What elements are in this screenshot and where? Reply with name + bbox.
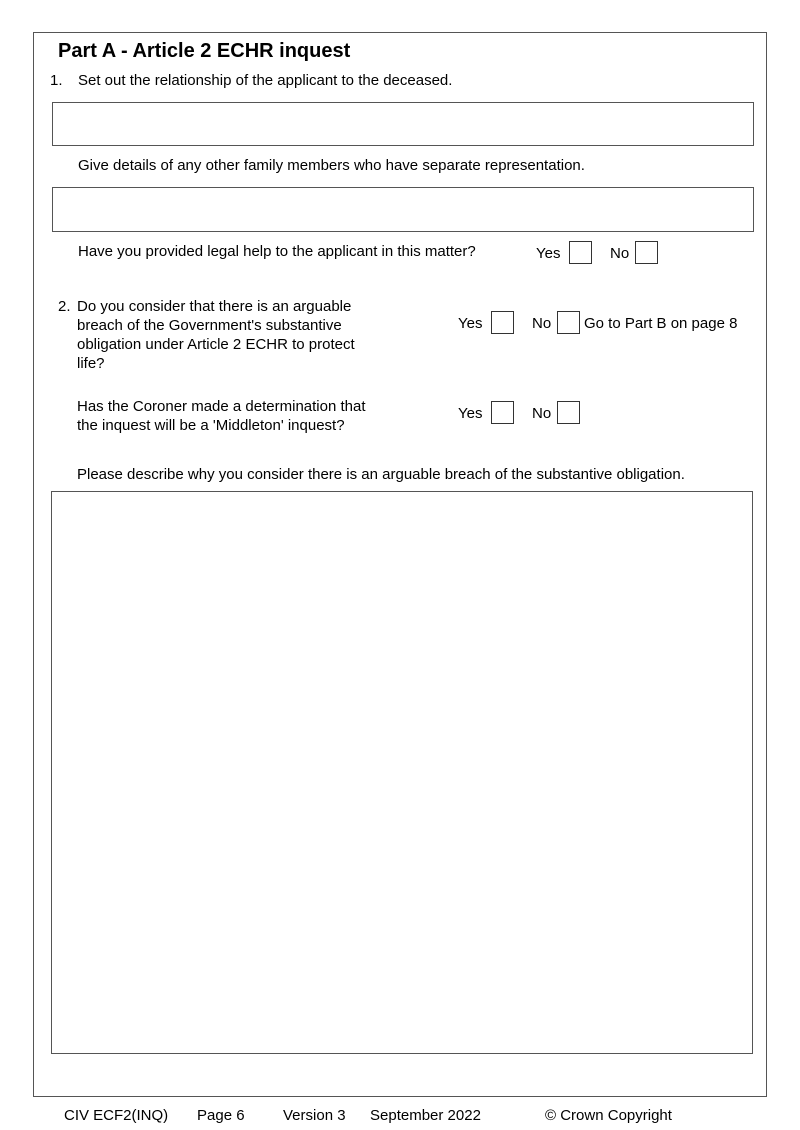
- middleton-line-1: Has the Coroner made a determination that: [77, 398, 366, 415]
- breach-no-label: No: [532, 315, 552, 332]
- footer-form-code: CIV ECF2(INQ): [64, 1107, 169, 1124]
- footer-copyright: © Crown Copyright: [545, 1107, 672, 1124]
- q2-number: 2.: [58, 298, 71, 315]
- q2-line-3: obligation under Article 2 ECHR to protect: [77, 336, 355, 353]
- middleton-no-checkbox[interactable]: [557, 401, 580, 424]
- middleton-line-2: the inquest will be a 'Middleton' inquest?: [77, 417, 345, 434]
- relationship-field[interactable]: [52, 102, 754, 146]
- footer-version: Version 3: [283, 1107, 346, 1124]
- q1-number: 1.: [50, 72, 63, 89]
- breach-no-checkbox[interactable]: [557, 311, 580, 334]
- q2-line-4: life?: [77, 355, 105, 372]
- describe-breach-text: Please describe why you consider there is an arguable breach of the substantive obligation.: [77, 466, 685, 483]
- family-members-field[interactable]: [52, 187, 754, 232]
- goto-part-b-text: Go to Part B on page 8: [584, 315, 738, 332]
- legal-help-no-label: No: [610, 245, 630, 262]
- middleton-yes-checkbox[interactable]: [491, 401, 514, 424]
- legal-help-yes-checkbox[interactable]: [569, 241, 592, 264]
- q1-text: Set out the relationship of the applicant to the deceased.: [78, 72, 453, 89]
- middleton-yes-label: Yes: [458, 405, 483, 422]
- q2-line-2: breach of the Government's substantive: [77, 317, 342, 334]
- family-members-text: Give details of any other family members who have separate representation.: [78, 157, 585, 174]
- legal-help-no-checkbox[interactable]: [635, 241, 658, 264]
- breach-yes-checkbox[interactable]: [491, 311, 514, 334]
- legal-help-text: Have you provided legal help to the applicant in this matter?: [78, 243, 476, 260]
- section-title: Part A - Article 2 ECHR inquest: [58, 40, 351, 62]
- footer-page: Page 6: [197, 1107, 245, 1124]
- q2-line-1: Do you consider that there is an arguable: [77, 298, 352, 315]
- footer-date: September 2022: [370, 1107, 481, 1124]
- breach-yes-label: Yes: [458, 315, 483, 332]
- legal-help-yes-label: Yes: [536, 245, 561, 262]
- middleton-no-label: No: [532, 405, 552, 422]
- describe-breach-field[interactable]: [51, 491, 753, 1054]
